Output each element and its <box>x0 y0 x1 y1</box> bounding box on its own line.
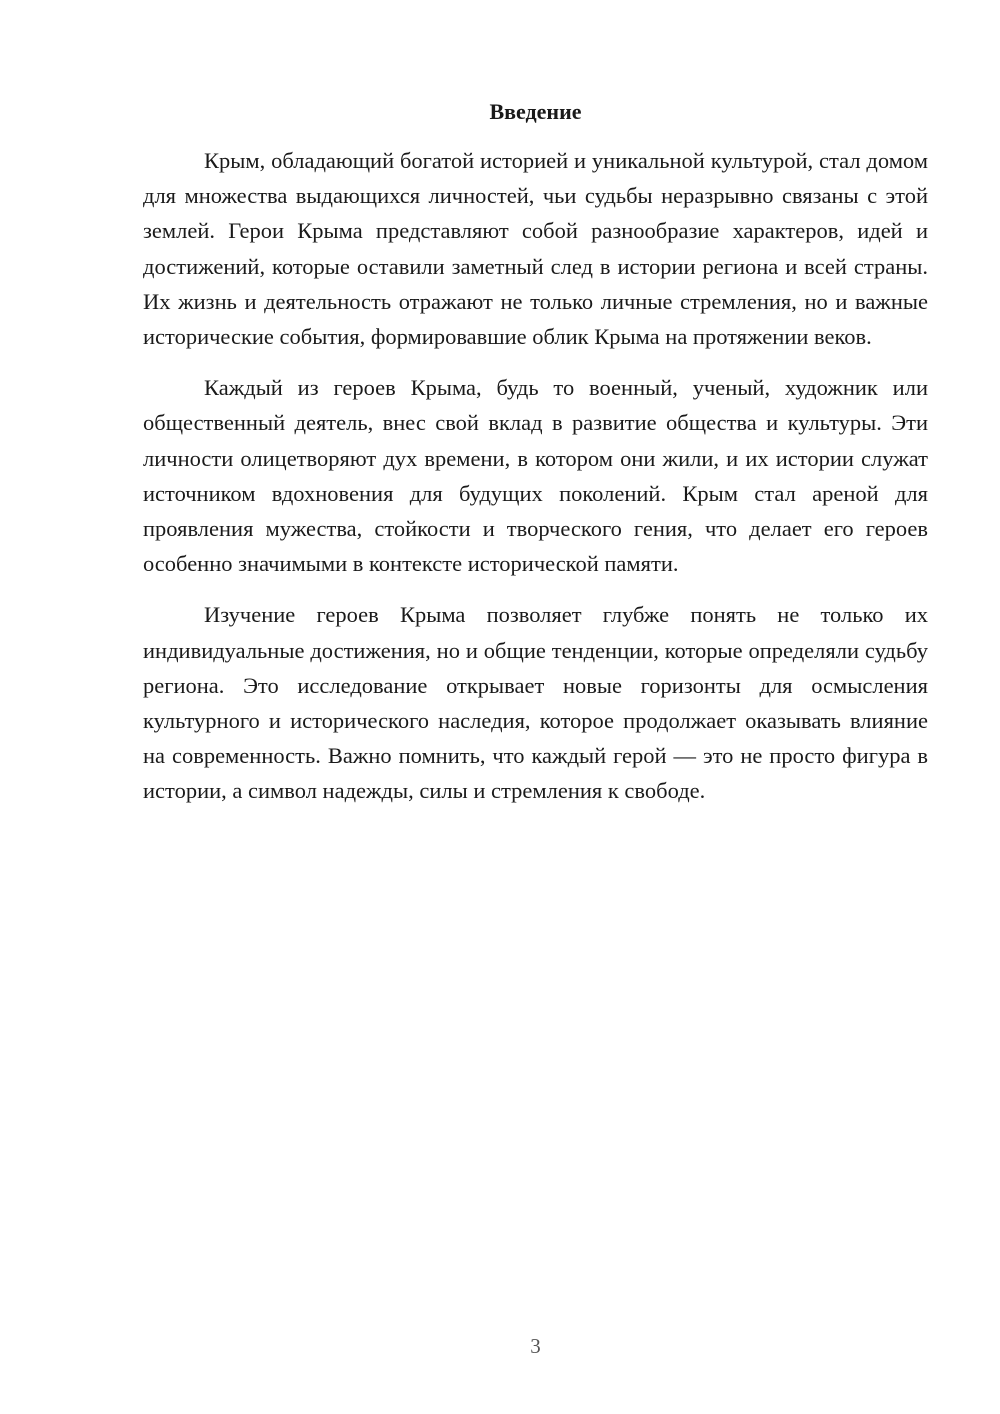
paragraph-3: Изучение героев Крыма позволяет глубже понять не только их индивидуальные достижения, но и общие тенденции, которые определяли судьбу региона. Это исследование открывает новые горизонты для осмысления культурного и исторического наследия, которое продолжает оказывать влияние на современность. Важно помнить, что каждый герой — это не просто фигура в истории, а символ надежды, силы и стремления к свободе. <box>143 602 928 804</box>
page-number: 3 <box>530 1334 541 1358</box>
paragraph-1: Крым, обладающий богатой историей и уникальной культурой, стал домом для множества выдающихся личностей, чьи судьбы неразрывно связаны с этой землей. Герои Крыма представляют собой разнообразие характеров, идей и достижений, которые оставили заметный след в истории региона и всей страны. Их жизнь и деятельность отражают не только личные стремления, но и важные исторические события, формировавшие облик Крыма на протяжении веков. <box>143 148 928 350</box>
page-title: Введение <box>489 99 582 124</box>
body-text <box>143 143 928 825</box>
paragraph-2: Каждый из героев Крыма, будь то военный, ученый, художник или общественный деятель, внес свой вклад в развитие общества и культуры. Эти личности олицетворяют дух времени, в котором они жили, и их истории служат источником вдохновения для будущих поколений. Крым стал ареной для проявления мужества, стойкости и творческого гения, что делает его героев особенно значимыми в контексте исторической памяти. <box>143 375 928 577</box>
